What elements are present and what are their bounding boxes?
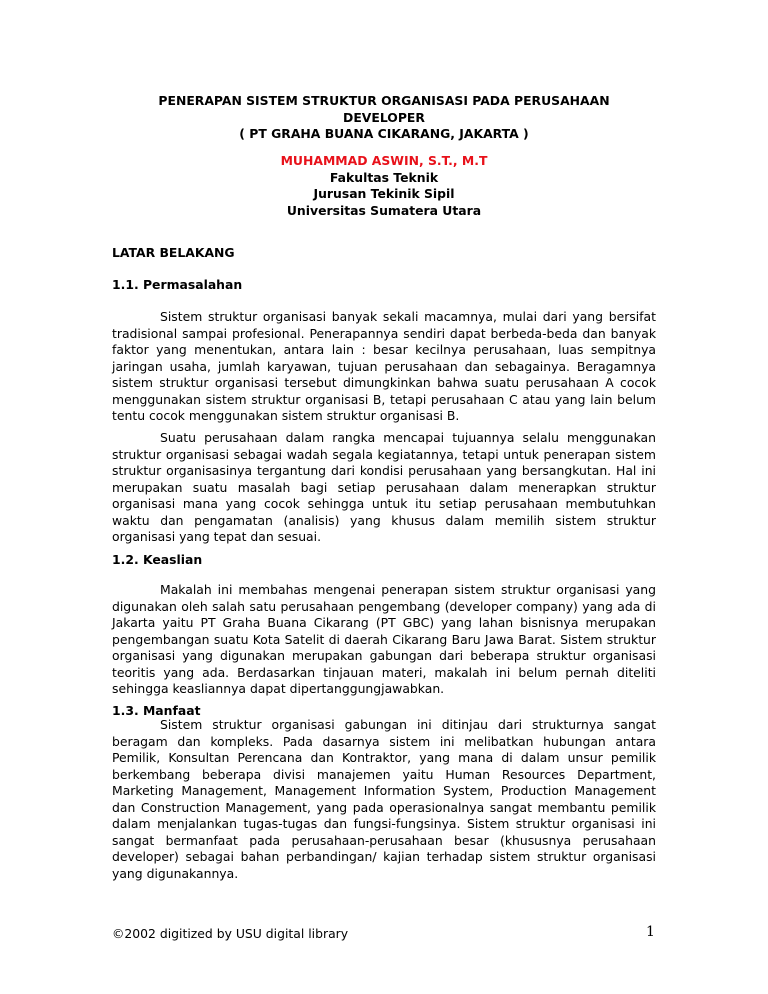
author-name: MUHAMMAD ASWIN, S.T., M.T bbox=[280, 153, 488, 168]
title-line-3: ( PT GRAHA BUANA CIKARANG, JAKARTA ) bbox=[239, 126, 529, 141]
author-university: Universitas Sumatera Utara bbox=[286, 202, 482, 218]
author-faculty: Fakultas Teknik bbox=[329, 169, 439, 185]
section-heading-1-2: 1.2. Keaslian bbox=[112, 552, 203, 567]
paragraph-1-1-b bbox=[112, 430, 656, 546]
document-title bbox=[112, 93, 656, 143]
section-heading-background: LATAR BELAKANG bbox=[112, 245, 235, 260]
section-heading-1-3: 1.3. Manfaat bbox=[112, 703, 201, 718]
paragraph-1-2 bbox=[112, 582, 656, 698]
title-line-1: PENERAPAN SISTEM STRUKTUR ORGANISASI PADA PERUSAHAAN bbox=[158, 93, 610, 108]
paragraph-1-3 bbox=[112, 717, 656, 882]
title-line-2: DEVELOPER bbox=[343, 109, 425, 125]
paragraph-1-1-a bbox=[112, 309, 656, 425]
paragraph-text: Makalah ini membahas mengenai penerapan sistem struktur organisasi yang digunakan oleh salah satu perusahaan pengembang (developer company) yang ada di Jakarta yaitu PT Graha Buana Cikarang (PT GBC) yang lahan bisnisnya merupakan pengembangan suatu Kota Satelit di daerah Cikarang Baru Jawa Barat. Sistem struktur organisasi yang digunakan merupakan gabungan dari beberapa struktur organisasi teoritis yang ada. Berdasarkan tinjauan materi, makalah ini belum pernah diteliti sehingga keasliannya dapat dipertanggungjawabkan. bbox=[112, 582, 656, 696]
author-department: Jurusan Tekinik Sipil bbox=[313, 186, 455, 201]
paragraph-text: Sistem struktur organisasi gabungan ini ditinjau dari strukturnya sangat beragam dan kompleks. Pada dasarnya sistem ini melibatkan hubungan antara Pemilik, Konsultan Perencana dan Kontraktor, yang mana di dalam unsur pemilik berkembang beberapa divisi manajemen yaitu Human Resources Department, Marketing Management, Management Information System, Production Management dan Construction Management, yang pada operasionalnya sangat membantu pemilik dalam menjalankan tugas-tugas dan fungsi-fungsinya. Sistem struktur organisasi ini sangat bermanfaat pada perusahaan-perusahaan besar (khususnya perusahaan developer) sebagai bahan perbandingan/ kajian terhadap sistem struktur organisasi yang digunakannya. bbox=[112, 717, 656, 881]
paragraph-text: Suatu perusahaan dalam rangka mencapai tujuannya selalu menggunakan struktur organisasi sebagai wadah segala kegiatannya, tetapi untuk penerapan sistem struktur organisasinya tergantung dari kondisi perusahaan yang bersangkutan. Hal ini merupakan suatu masalah bagi setiap perusahaan dalam menerapkan struktur organisasi mana yang cocok sehingga untuk itu setiap perusahaan membutuhkan waktu dan pengamatan (analisis) yang khusus dalam memilih sistem struktur organisasi yang tepat dan sesuai. bbox=[112, 430, 656, 544]
footer-copyright: ©2002 digitized by USU digital library bbox=[112, 926, 349, 941]
section-heading-1-1: 1.1. Permasalahan bbox=[112, 277, 243, 292]
paragraph-text: Sistem struktur organisasi banyak sekali macamnya, mulai dari yang bersifat tradisional sampai profesional. Penerapannya sendiri dapat berbeda-beda dan banyak faktor yang menentukan, antara lain : besar kecilnya perusahaan, luas sempitnya jaringan usaha, jumlah karyawan, tujuan perusahaan dan sebagainya. Beragamnya sistem struktur organisasi tersebut dimungkinkan bahwa suatu perusahaan A cocok menggunakan sistem struktur organisasi B, tetapi perusahaan C atau yang lain belum tentu cocok menggunakan sistem struktur organisasi B. bbox=[112, 309, 656, 423]
page-number: 1 bbox=[646, 924, 655, 940]
author-block bbox=[112, 153, 656, 219]
